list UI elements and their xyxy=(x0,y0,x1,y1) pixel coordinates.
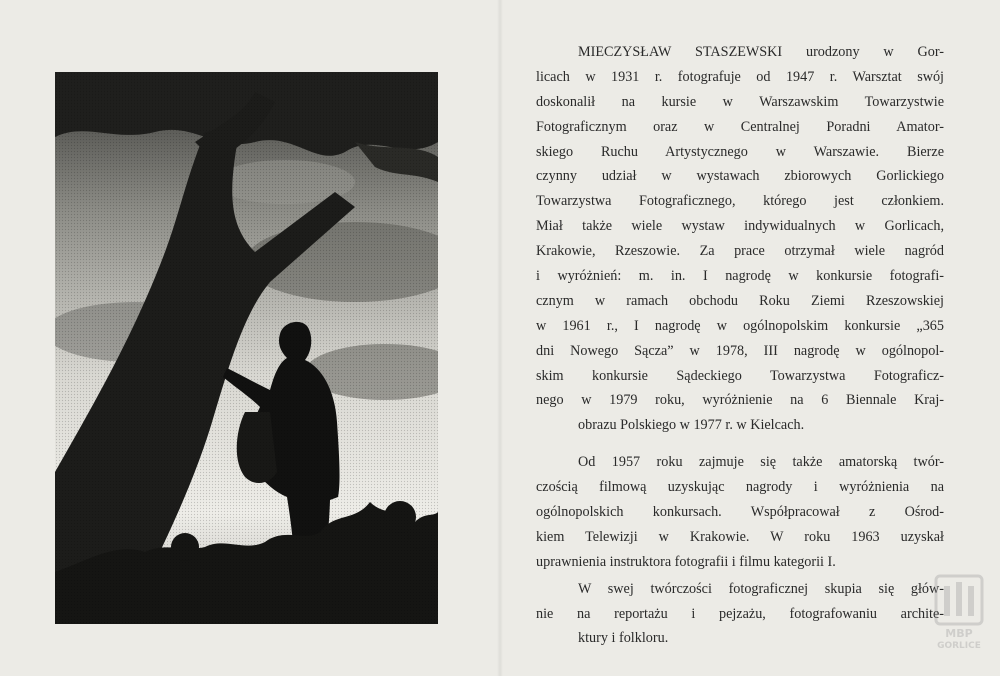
paragraph-line: W swej twórczości fotograficznej skupia się głów- xyxy=(578,580,944,597)
paragraph-line: Fotograficznym oraz w Centralnej Poradni Amator- xyxy=(536,118,944,135)
paragraph-line: czością filmową uzyskując nagrody i wyróżnienia na xyxy=(536,479,944,496)
paragraph-line: cznym w ramach obchodu Roku Ziemi Rzeszowskiej xyxy=(536,292,944,309)
photo-silhouette-icon xyxy=(55,72,438,624)
paragraph-line: MIECZYSŁAW STASZEWSKI urodzony w Gor- xyxy=(578,44,944,60)
watermark-line2: GORLICE xyxy=(937,641,981,651)
paragraph-line: czynny udział w wystawach zbiorowych Gorlickiego xyxy=(536,168,944,185)
paragraph-line: uprawnienia instruktora fotografii i filmu kategorii I. xyxy=(536,553,836,570)
paragraph-line: skim konkursie Sądeckiego Towarzystwa Fotograficz- xyxy=(536,367,944,384)
biography-text xyxy=(536,40,944,651)
paragraph-line: Krakowie, Rzeszowie. Za prace otrzymał wiele nagród xyxy=(536,243,944,260)
paragraph-line: Miał także wiele wystaw indywidualnych w Gorlicach, xyxy=(536,218,944,235)
paragraph-line: dni Nowego Sącza” w 1978, III nagrodę w ogólnopol- xyxy=(536,342,944,359)
photo-silhouette xyxy=(55,72,438,624)
paragraph-line: kiem Telewizji w Krakowie. W roku 1963 uzyskał xyxy=(536,528,944,545)
paragraph-line: ktury i folkloru. xyxy=(578,630,669,647)
library-logo-icon xyxy=(928,572,990,628)
paragraph-line: Od 1957 roku zajmuje się także amatorską twór- xyxy=(578,454,944,471)
paragraph-line: ogólnopolskich konkursach. Współpracował z Ośrod- xyxy=(536,504,944,521)
paragraph-line: skiego Ruchu Artystycznego w Warszawie. Bierze xyxy=(536,143,944,160)
paragraph-line: w 1961 r., I nagrodę w ogólnopolskim konkursie „365 xyxy=(536,317,944,334)
library-watermark xyxy=(928,572,990,662)
paragraph-line: obrazu Polskiego w 1977 r. w Kielcach. xyxy=(578,417,805,434)
paragraph-line: nie na reportażu i pejzażu, fotografowaniu archite- xyxy=(536,605,944,622)
paragraph-line: i wyróżnień: m. in. I nagrodę w konkursie fotografi- xyxy=(536,268,944,285)
watermark-line1: MBP xyxy=(945,627,973,640)
page-fold xyxy=(497,0,503,676)
paragraph-line: Towarzystwa Fotograficznego, którego jest członkiem. xyxy=(536,193,944,210)
paragraph-line: doskonalił na kursie w Warszawskim Towarzystwie xyxy=(536,93,944,110)
paragraph-line: licach w 1931 r. fotografuje od 1947 r. Warsztat swój xyxy=(536,68,944,85)
paragraph-line: nego w 1979 roku, wyróżnienie na 6 Biennale Kraj- xyxy=(536,392,944,409)
